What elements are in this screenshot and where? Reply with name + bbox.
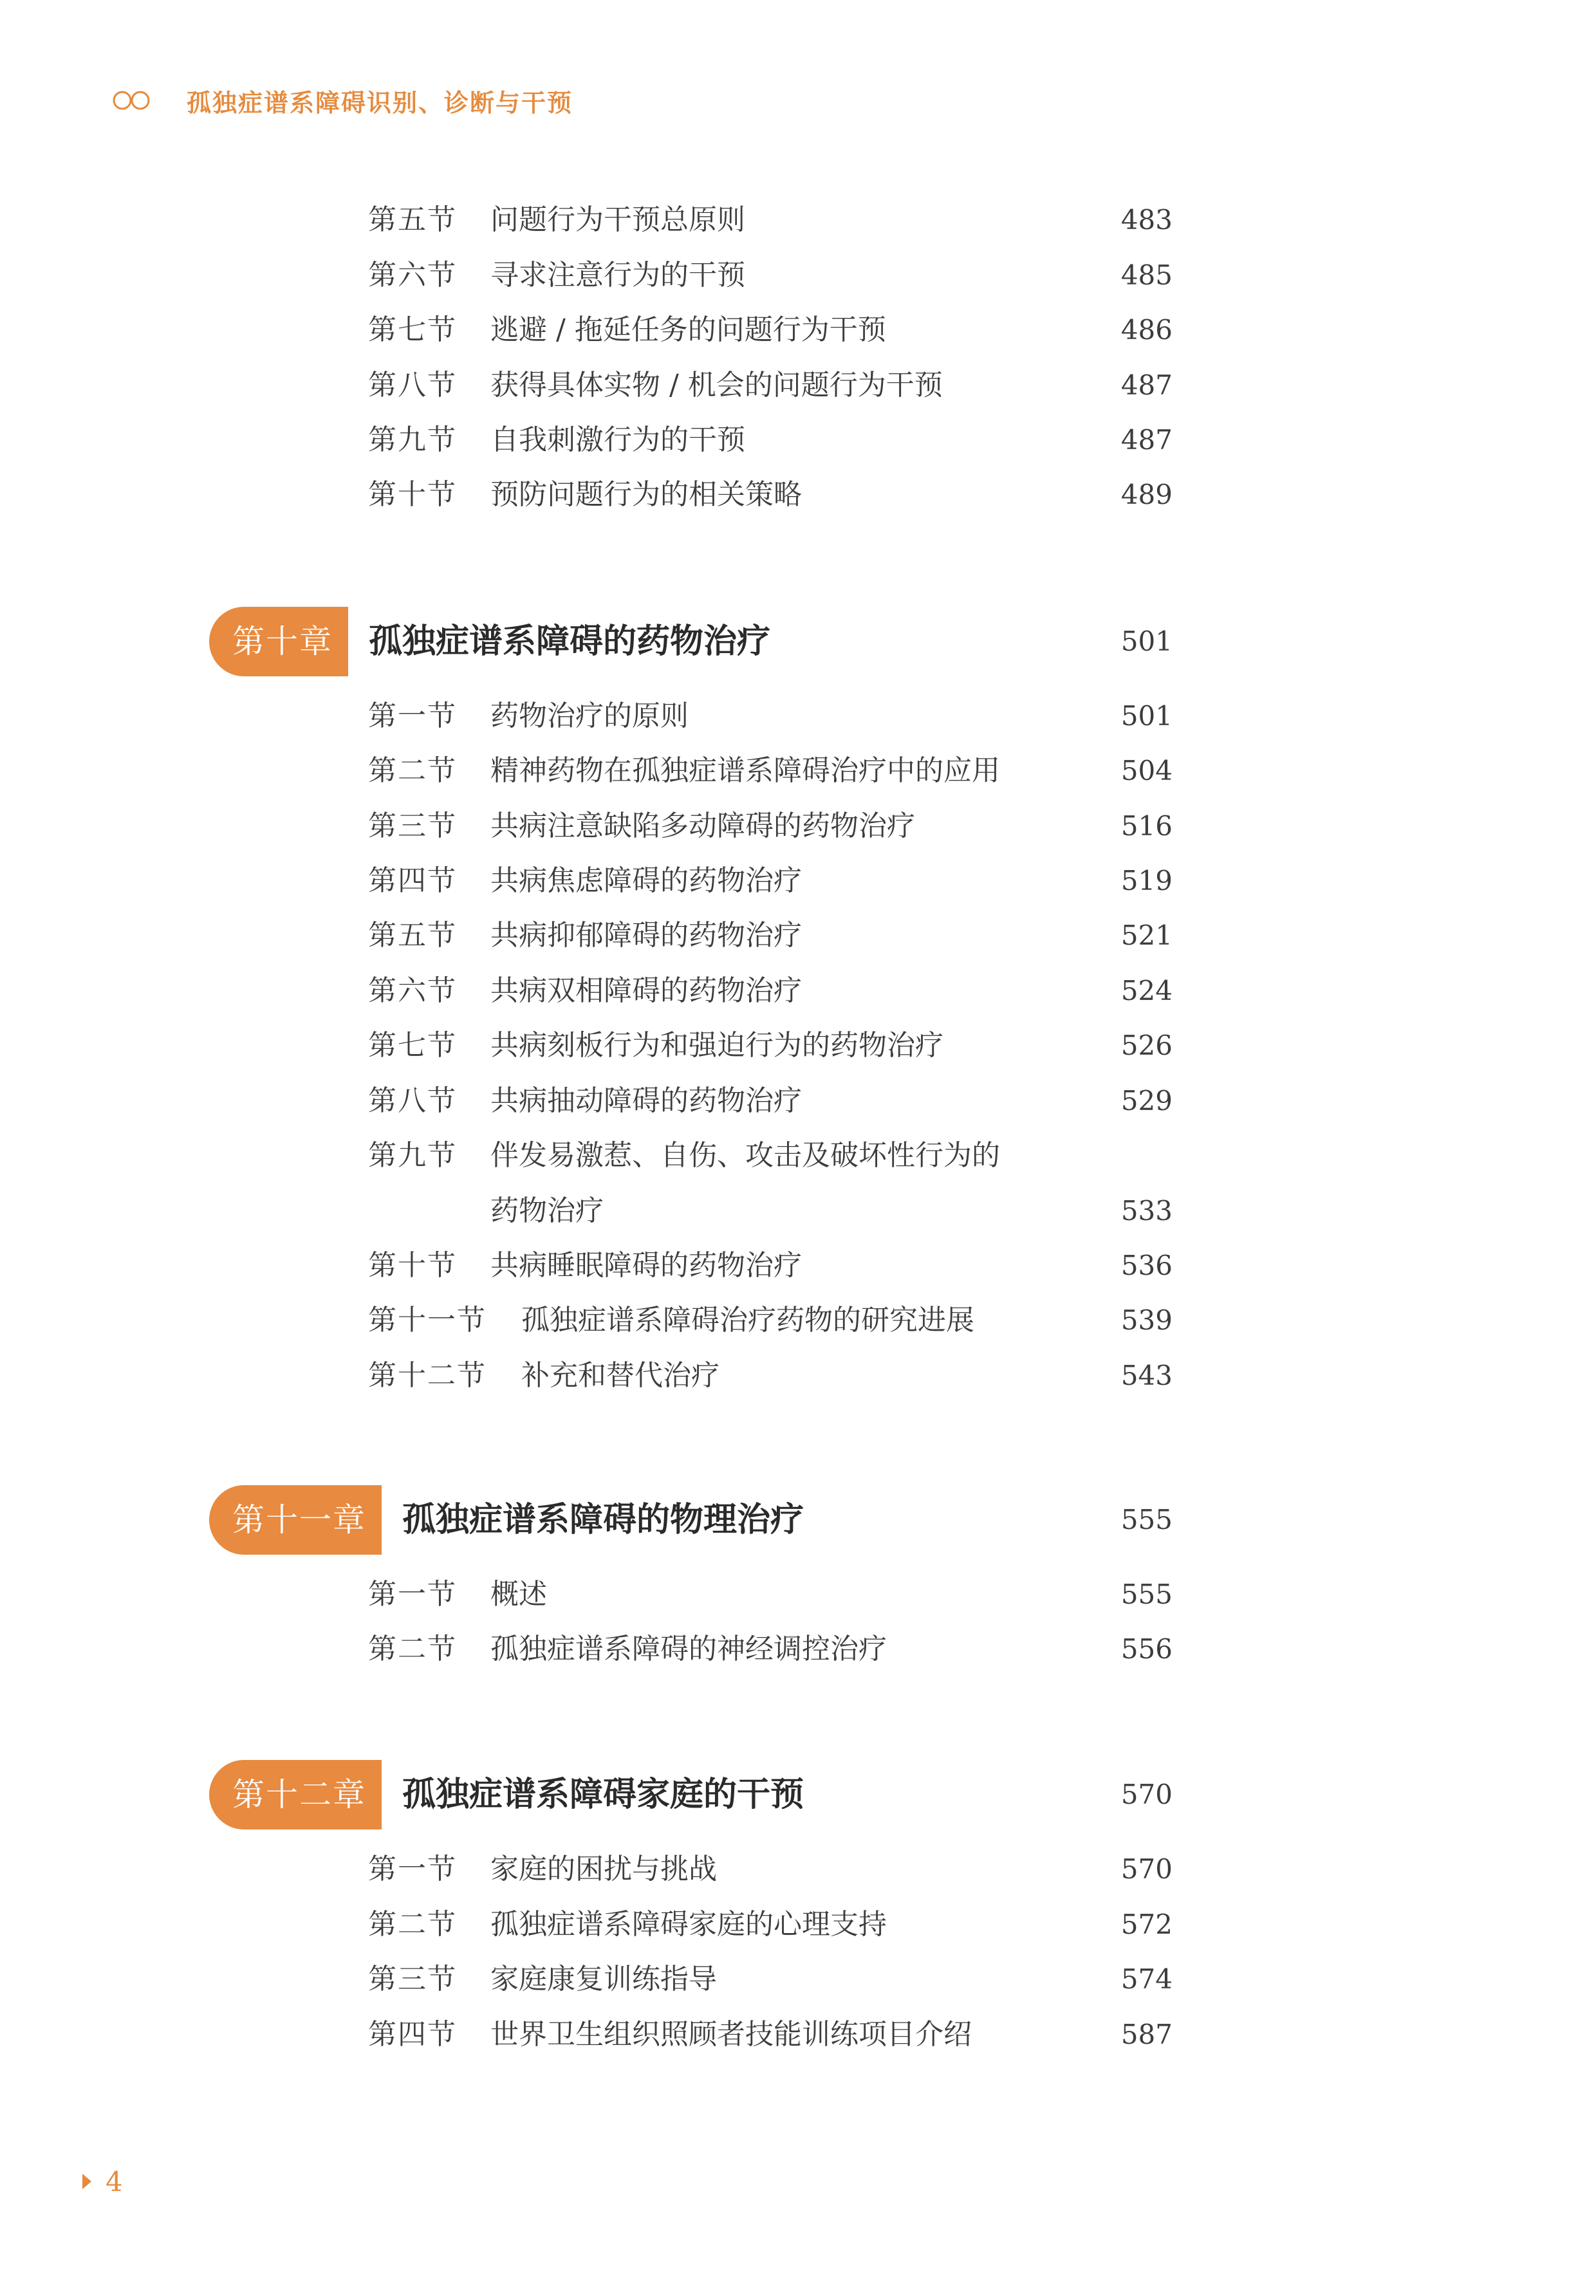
section-number: 第七节 — [368, 1029, 457, 1062]
chapter-title: 孤独症谱系障碍的药物治疗 — [369, 622, 771, 661]
section-number: 第十节 — [368, 1249, 457, 1282]
section-number: 第十节 — [368, 478, 457, 511]
page-ref: 572 — [1120, 1909, 1173, 1940]
toc-section-row[interactable] — [368, 1301, 1173, 1340]
section-title: 逃避 / 拖延任务的问题行为干预 — [490, 313, 886, 346]
page-ref: 587 — [1120, 2019, 1173, 2050]
section-title: 共病焦虑障碍的药物治疗 — [490, 864, 802, 897]
chapter-badge: 第十章 — [209, 607, 348, 676]
section-title: 自我刺激行为的干预 — [490, 423, 745, 456]
toc-section-row[interactable] — [368, 862, 1173, 900]
section-title: 孤独症谱系障碍家庭的心理支持 — [490, 1908, 887, 1941]
page-ref: 504 — [1120, 755, 1173, 786]
toc-section-row[interactable] — [368, 1905, 1173, 1944]
toc-section-row[interactable] — [368, 311, 1173, 349]
section-number: 第六节 — [368, 259, 457, 292]
page-ref: 501 — [1120, 625, 1173, 657]
section-title: 世界卫生组织照顾者技能训练项目介绍 — [490, 2018, 972, 2051]
toc-section-row[interactable] — [368, 1630, 1173, 1669]
section-number: 第八节 — [368, 369, 457, 402]
section-title: 概述 — [490, 1578, 547, 1611]
page-ref: 570 — [1120, 1853, 1173, 1885]
toc-section-row[interactable] — [368, 697, 1173, 736]
running-header — [109, 85, 573, 116]
section-title: 孤独症谱系障碍治疗药物的研究进展 — [521, 1304, 974, 1337]
book-title: 孤独症谱系障碍识别、诊断与干预 — [187, 88, 573, 117]
toc-section-row-continued[interactable] — [368, 1192, 1173, 1230]
section-title: 家庭康复训练指导 — [490, 1963, 717, 1995]
page-ref: 574 — [1120, 1963, 1173, 1995]
page-number: 4 — [106, 2165, 123, 2198]
section-title: 共病抑郁障碍的药物治疗 — [490, 919, 802, 952]
section-title: 共病抽动障碍的药物治疗 — [490, 1084, 802, 1117]
toc-section-row[interactable] — [368, 1082, 1173, 1120]
section-number: 第十二节 — [368, 1359, 487, 1392]
page-ref: 539 — [1120, 1304, 1173, 1336]
page-ref: 519 — [1120, 865, 1173, 896]
toc-section-row[interactable] — [368, 972, 1173, 1010]
section-number: 第二节 — [368, 754, 457, 787]
toc-section-row[interactable] — [368, 2015, 1173, 2054]
section-title: 问题行为干预总原则 — [490, 203, 745, 236]
section-number: 第二节 — [368, 1633, 457, 1665]
section-title: 共病睡眠障碍的药物治疗 — [490, 1249, 802, 1282]
toc-section-row[interactable] — [368, 1960, 1173, 1999]
page-ref: 555 — [1120, 1578, 1173, 1610]
toc-section-row[interactable] — [368, 1246, 1173, 1285]
toc-section-row[interactable] — [368, 421, 1173, 459]
section-number: 第十一节 — [368, 1304, 487, 1337]
toc-section-row[interactable] — [368, 1136, 1173, 1175]
section-number: 第五节 — [368, 203, 457, 236]
chapter-title: 孤独症谱系障碍家庭的干预 — [402, 1775, 804, 1814]
toc-section-row[interactable] — [368, 366, 1173, 405]
section-number: 第三节 — [368, 810, 457, 842]
section-number: 第一节 — [368, 1578, 457, 1611]
toc-section-row[interactable] — [368, 1356, 1173, 1395]
page-ref: 487 — [1120, 369, 1173, 401]
section-number: 第四节 — [368, 864, 457, 897]
section-title: 寻求注意行为的干预 — [490, 259, 745, 292]
toc-section-row[interactable] — [368, 201, 1173, 239]
page-ref: 486 — [1120, 314, 1173, 346]
section-number: 第六节 — [368, 974, 457, 1007]
section-number: 第一节 — [368, 1853, 457, 1885]
section-title: 孤独症谱系障碍的神经调控治疗 — [490, 1633, 887, 1665]
page-ref: 516 — [1120, 810, 1173, 842]
section-number: 第四节 — [368, 2018, 457, 2051]
toc-chapter-row[interactable] — [209, 1760, 1173, 1831]
toc-section-row[interactable] — [368, 1850, 1173, 1889]
chapter-badge: 第十二章 — [209, 1760, 382, 1829]
section-number: 第三节 — [368, 1963, 457, 1995]
page-footer — [82, 2162, 123, 2201]
page-ref: 483 — [1120, 204, 1173, 236]
page-ref: 555 — [1120, 1504, 1173, 1535]
triangle-marker-icon — [82, 2174, 91, 2189]
toc-section-row[interactable] — [368, 752, 1173, 790]
chapter-title: 孤独症谱系障碍的物理治疗 — [402, 1500, 804, 1539]
section-title: 共病注意缺陷多动障碍的药物治疗 — [490, 810, 915, 842]
toc-section-row[interactable] — [368, 1026, 1173, 1065]
section-title: 药物治疗的原则 — [490, 699, 689, 732]
page-ref: 501 — [1120, 700, 1173, 732]
toc-section-row[interactable] — [368, 916, 1173, 955]
chapter-badge: 第十一章 — [209, 1485, 382, 1555]
page-ref: 489 — [1120, 479, 1173, 510]
page-ref: 485 — [1120, 259, 1173, 291]
section-title: 家庭的困扰与挑战 — [490, 1853, 717, 1885]
toc-section-row[interactable] — [368, 1575, 1173, 1614]
section-number: 第七节 — [368, 313, 457, 346]
section-number: 第九节 — [368, 1139, 457, 1172]
page-ref: 529 — [1120, 1085, 1173, 1116]
page-ref: 570 — [1120, 1779, 1173, 1810]
section-title: 精神药物在孤独症谱系障碍治疗中的应用 — [490, 754, 1000, 787]
section-title: 获得具体实物 / 机会的问题行为干预 — [490, 369, 943, 402]
section-title: 共病双相障碍的药物治疗 — [490, 974, 802, 1007]
section-number: 第九节 — [368, 423, 457, 456]
page-ref: 536 — [1120, 1250, 1173, 1281]
toc-chapter-row[interactable] — [209, 1485, 1173, 1556]
toc-section-row[interactable] — [368, 256, 1173, 295]
section-number: 第一节 — [368, 699, 457, 732]
page-ref: 533 — [1120, 1195, 1173, 1227]
page-ref: 543 — [1120, 1360, 1173, 1391]
page-ref: 526 — [1120, 1030, 1173, 1061]
section-title: 伴发易激惹、自伤、攻击及破坏性行为的 — [490, 1139, 1000, 1172]
section-number: 第五节 — [368, 919, 457, 952]
page-ref: 524 — [1120, 975, 1173, 1006]
page-ref: 521 — [1120, 920, 1173, 951]
section-title: 预防问题行为的相关策略 — [490, 478, 802, 511]
toc-section-row[interactable] — [368, 807, 1173, 846]
infinity-logo-icon — [109, 88, 154, 113]
section-title: 补充和替代治疗 — [521, 1359, 719, 1392]
toc-section-row[interactable] — [368, 476, 1173, 514]
toc-chapter-row[interactable] — [209, 607, 1173, 678]
section-title: 药物治疗 — [490, 1194, 604, 1227]
page-ref: 487 — [1120, 424, 1173, 456]
section-number: 第八节 — [368, 1084, 457, 1117]
section-number: 第二节 — [368, 1908, 457, 1941]
section-title: 共病刻板行为和强迫行为的药物治疗 — [490, 1029, 943, 1062]
page-ref: 556 — [1120, 1633, 1173, 1665]
